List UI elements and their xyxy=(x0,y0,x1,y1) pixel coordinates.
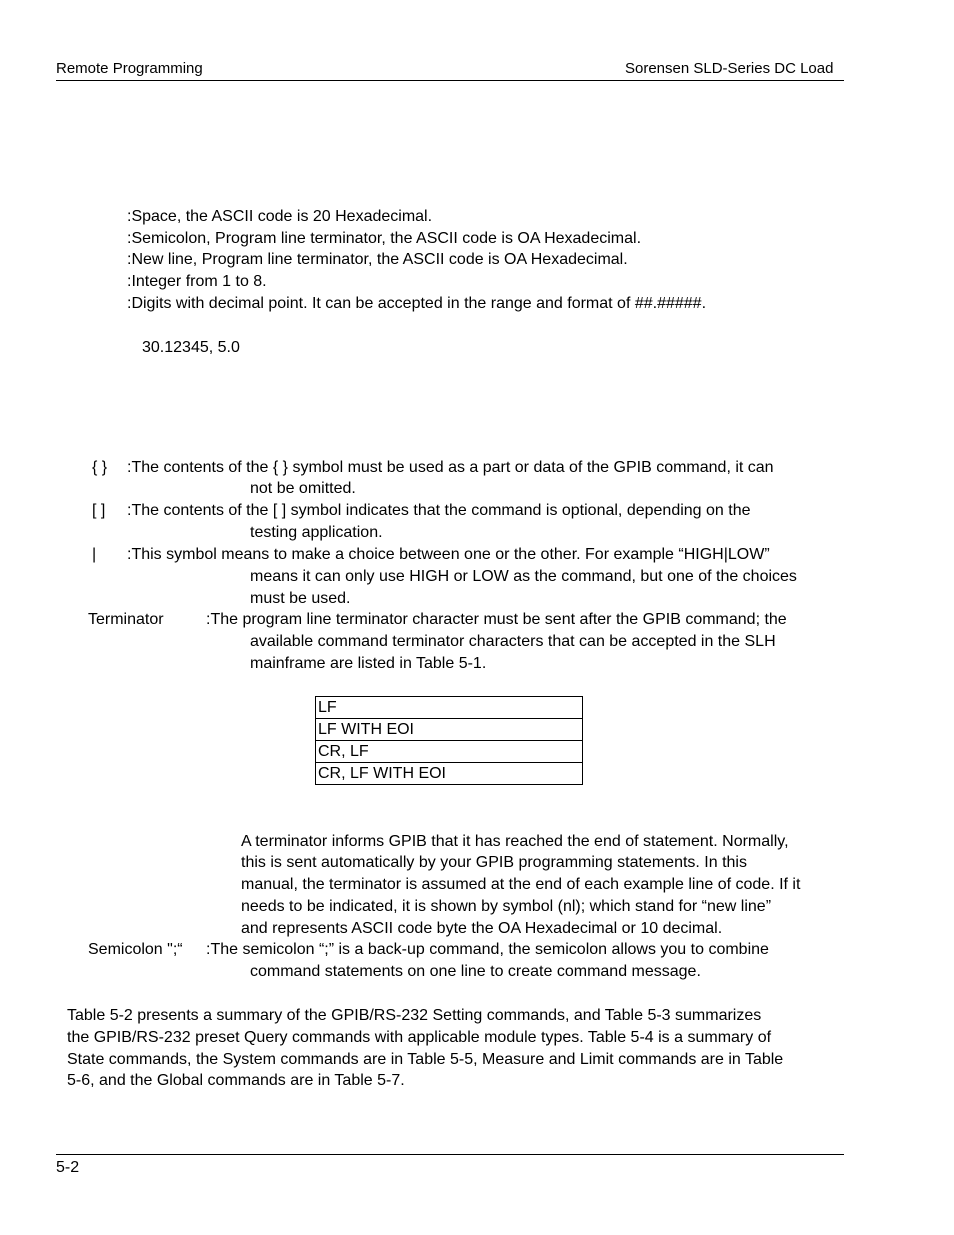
symbol-brackets-text: :The contents of the [ ] symbol indicates that the command is optional, depending on the xyxy=(127,502,751,519)
header-right: Sorensen SLD-Series DC Load xyxy=(625,60,834,77)
note-line: and represents ASCII code byte the OA Hexadecimal or 10 decimal. xyxy=(241,920,723,937)
definition-new-line: :New line, Program line terminator, the ASCII code is OA Hexadecimal. xyxy=(127,251,628,268)
table-row xyxy=(316,697,583,719)
table-row xyxy=(316,741,583,763)
header-left: Remote Programming xyxy=(56,60,203,77)
symbol-pipe: | xyxy=(92,546,97,563)
definition-space: :Space, the ASCII code is 20 Hexadecimal. xyxy=(127,208,433,225)
symbol-terminator-cont-2: mainframe are listed in Table 5-1. xyxy=(250,655,487,672)
symbol-pipe-cont-2: must be used. xyxy=(250,590,351,607)
symbol-braces-text: :The contents of the { } symbol must be used as a part or data of the GPIB command, it can xyxy=(127,459,774,476)
terminator-table xyxy=(315,696,583,785)
symbol-brackets-cont: testing application. xyxy=(250,524,383,541)
table-cell: LF xyxy=(316,697,583,719)
note-line: this is sent automatically by your GPIB programming statements. In this xyxy=(241,854,747,871)
summary-line: State commands, the System commands are in Table 5-5, Measure and Limit commands are in Table xyxy=(67,1051,784,1068)
semicolon-text: :The semicolon “;” is a back-up command, the semicolon allows you to combine xyxy=(206,941,769,958)
symbol-terminator: Terminator xyxy=(88,611,164,628)
definition-integer: :Integer from 1 to 8. xyxy=(127,273,267,290)
semicolon-cont: command statements on one line to create command message. xyxy=(250,963,701,980)
symbol-brackets: [ ] xyxy=(92,502,106,519)
symbol-pipe-cont-1: means it can only use HIGH or LOW as the command, but one of the choices xyxy=(250,568,797,585)
definition-semicolon: :Semicolon, Program line terminator, the ASCII code is OA Hexadecimal. xyxy=(127,230,642,247)
summary-line: the GPIB/RS-232 preset Query commands with applicable module types. Table 5-4 is a summary of xyxy=(67,1029,772,1046)
table-row xyxy=(316,763,583,785)
symbol-terminator-text: :The program line terminator character must be sent after the GPIB command; the xyxy=(206,611,787,628)
table-cell: LF WITH EOI xyxy=(316,719,583,741)
semicolon-label: Semicolon ";“ xyxy=(88,941,183,958)
definition-digits: :Digits with decimal point. It can be accepted in the range and format of ##.#####. xyxy=(127,295,707,312)
symbol-pipe-text: :This symbol means to make a choice between one or the other. For example “HIGH|LOW” xyxy=(127,546,770,563)
table-row xyxy=(316,719,583,741)
table-cell: CR, LF WITH EOI xyxy=(316,763,583,785)
header-rule xyxy=(56,80,844,81)
page-number: 5-2 xyxy=(56,1159,80,1176)
table-cell: CR, LF xyxy=(316,741,583,763)
summary-line: 5-6, and the Global commands are in Table 5-7. xyxy=(67,1072,405,1089)
example-value: 30.12345, 5.0 xyxy=(142,339,240,356)
summary-line: Table 5-2 presents a summary of the GPIB/RS-232 Setting commands, and Table 5-3 summarizes xyxy=(67,1007,762,1024)
note-line: manual, the terminator is assumed at the end of each example line of code. If it xyxy=(241,876,801,893)
note-line: A terminator informs GPIB that it has reached the end of statement. Normally, xyxy=(241,833,789,850)
symbol-braces: { } xyxy=(92,459,108,476)
footer-rule xyxy=(56,1154,844,1155)
note-line: needs to be indicated, it is shown by symbol (nl); which stand for “new line” xyxy=(241,898,772,915)
symbol-braces-cont: not be omitted. xyxy=(250,480,356,497)
symbol-terminator-cont-1: available command terminator characters that can be accepted in the SLH xyxy=(250,633,776,650)
